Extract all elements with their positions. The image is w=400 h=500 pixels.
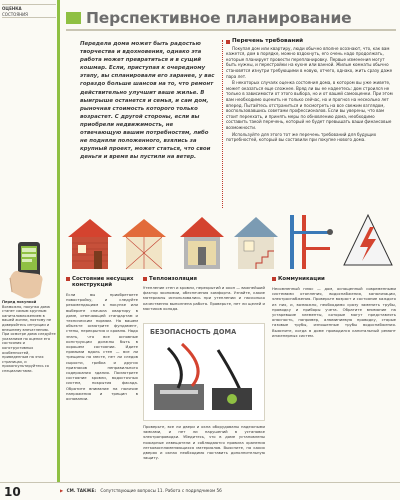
title-band bbox=[66, 6, 396, 28]
structure-heading: Состояние несущих конструкций bbox=[66, 276, 138, 288]
see-also-label: СМ. ТАКЖЕ: bbox=[66, 488, 97, 493]
utilities-heading: Коммуникации bbox=[272, 276, 396, 282]
page-footer bbox=[0, 482, 400, 500]
phone-hand-illustration bbox=[4, 238, 54, 308]
side-caption-title: Перед покупкой bbox=[2, 300, 37, 304]
page-number: 10 bbox=[4, 485, 21, 499]
title-accent-bar bbox=[66, 12, 81, 24]
insulation-text: Утепление стен и кровли, перекрытий и окон — важнейший фактор экономии, обеспечения комфорта. Узнайте, какие материалы использовались при утеплении и насколько качественно выполнена работа. Проверьте, нет ли щелей и мостиков холода. bbox=[143, 285, 265, 311]
safety-box bbox=[143, 323, 265, 421]
insulation-heading: Теплоизоляция bbox=[143, 276, 265, 282]
left-column bbox=[0, 0, 60, 482]
side-caption-text: Возможно, покупка дома станет самым крупным капиталовложением в вашей жизни, поэтому не доверяйтесь интуиции и внешнему впечатлению. При осмотре дома следуйте указаниям по оценке его состояния и конструктивных особенностей, приведенным на этих страницах, и проконсультируйтесь со специалистами. bbox=[2, 304, 56, 373]
brick-house-illustration bbox=[68, 219, 112, 269]
wires-illustration bbox=[148, 338, 262, 418]
insulated-house-illustration bbox=[180, 217, 224, 269]
requirements-paragraph: Покупая дом или квартиру, люди обычно вполне осознают, что, как вам кажется, дом в порядке, можно вздохнуть, его очень надо продолжать, которые планирует провести перепланировку. Первые изменения могут быть нужны, и перестройки на кухне или ванной. Жилые комнаты обычно становятся изнутри требующими в новую, отчего, однако, жить сразу даже пара лет. bbox=[226, 45, 393, 79]
arrow-right-icon: ▶ bbox=[60, 488, 64, 493]
safety-text: Проверьте, все ли двери и окна оборудованы надежными замками, и нет ли нарушений в установке электропроводки. Убедитесь, что в доме установлены пожарные извещатели и соблюдаются правила хранения легковоспламеняющихся материалов. Выясните, на каких дверях и окнах необходимо поставить дополнительную защиту. bbox=[143, 424, 265, 461]
side-caption bbox=[2, 300, 56, 374]
intro-paragraph: Передела дома может быть радостью творчества и вдохновения, однако эта работа может превратиться и в сущий кошмар. Если, приступая к очередному этапу, вы спланировали его заранее, у вас гораздо больше шансов на то, что ремонт действительно улучшит ваше жилье. В выигрыше останется и семья, и сам дом, рыночная стоимость которого только возрастет. С другой стороны, если вы приобрели недвижимость, не отвечающую вашим потребностям, либо не подняли положенного, взялись за крупный проект, может статься, что свои деньги и время вы пустили на ветер. bbox=[80, 41, 215, 161]
structure-text: Если вы приобретаете новостройку, и следуйте рекомендациям к покупке или выберите сначала квартиру в доме, отвечающей стандартам и техническим нормам. На вашем объекте осмотрите фундамент, стены, перекрытия и кровлю. Надо знать, что все основные конструкции должны быть в хорошем состоянии. Идите прямыми вдоль стен — все ли трещины на месте, нет ли следов сырости, грибка и других признаков неправильного содержания здания. Посмотрите состояние кровли, водосточных систем, покрытия фасада. Обратите внимание на наличие напряжения и трещин в основании. bbox=[66, 292, 138, 402]
requirements-paragraph: В некоторых случаях оценка состояния дома, в котором вы уже живете, может оказаться еще сложнее. Вряд ли вы ее надеетесь: дом строился не только в зависимости от этого выбора, но и от вашей самооценки. При этом вам необходимо оценить не только сейчас, но и прогноз на несколько лет вперед. Пытайтесь отстраниться и посмотреть на все свежим взглядом, воспользовавшись советами профессионалов. Если вы уверены, что вам стоит переехать, и принять меры по обновлению дома, необходимо составить такой перечень, который не будет превышать ваши финансовые возможности. bbox=[226, 80, 393, 130]
stair-house-illustration bbox=[234, 217, 278, 269]
requirements-paragraph: Используйте для этого тот же перечень требований для будущих потребностей, который вы составили при покупке нового дома. bbox=[226, 131, 377, 143]
plumbing-illustration bbox=[290, 215, 333, 269]
house-illustrations-strip bbox=[60, 207, 400, 273]
requirements-heading: Перечень требований bbox=[226, 39, 396, 45]
section-tag bbox=[2, 4, 56, 18]
section-label: ОЦЕНКА bbox=[2, 6, 22, 11]
requirements-section bbox=[226, 39, 396, 144]
high-voltage-illustration bbox=[344, 215, 392, 265]
see-also-reference[interactable]: Сопутствующие вопросы 11. Работа с подрядчиком 56 bbox=[100, 488, 222, 493]
see-also-line bbox=[60, 488, 222, 493]
page-title: Перспективное планирование bbox=[86, 9, 352, 27]
section-sub-label: СОСТОЯНИЯ bbox=[2, 11, 28, 17]
safety-title: БЕЗОПАСНОСТЬ ДОМА bbox=[150, 328, 237, 336]
frame-house-illustration bbox=[122, 219, 166, 269]
utilities-text: Несомненный плюс — дом, оснащенный современными системами отопления, водоснабжения, канализации, электроснабжения. Проверьте возраст и состояние каждого из них, и, возможно, необходимо сразу заменить трубы, проводку и приборы учета. Обратите внимание на устаревшие элементы, которые могут представлять опасность, например, алюминиевую проводку, старые газовые трубы, изношенные трубы водоснабжения. Выясните, когда в доме проводился капитальный ремонт инженерных систем. bbox=[272, 286, 396, 338]
title-rule bbox=[66, 29, 396, 31]
dotted-divider bbox=[222, 40, 223, 208]
